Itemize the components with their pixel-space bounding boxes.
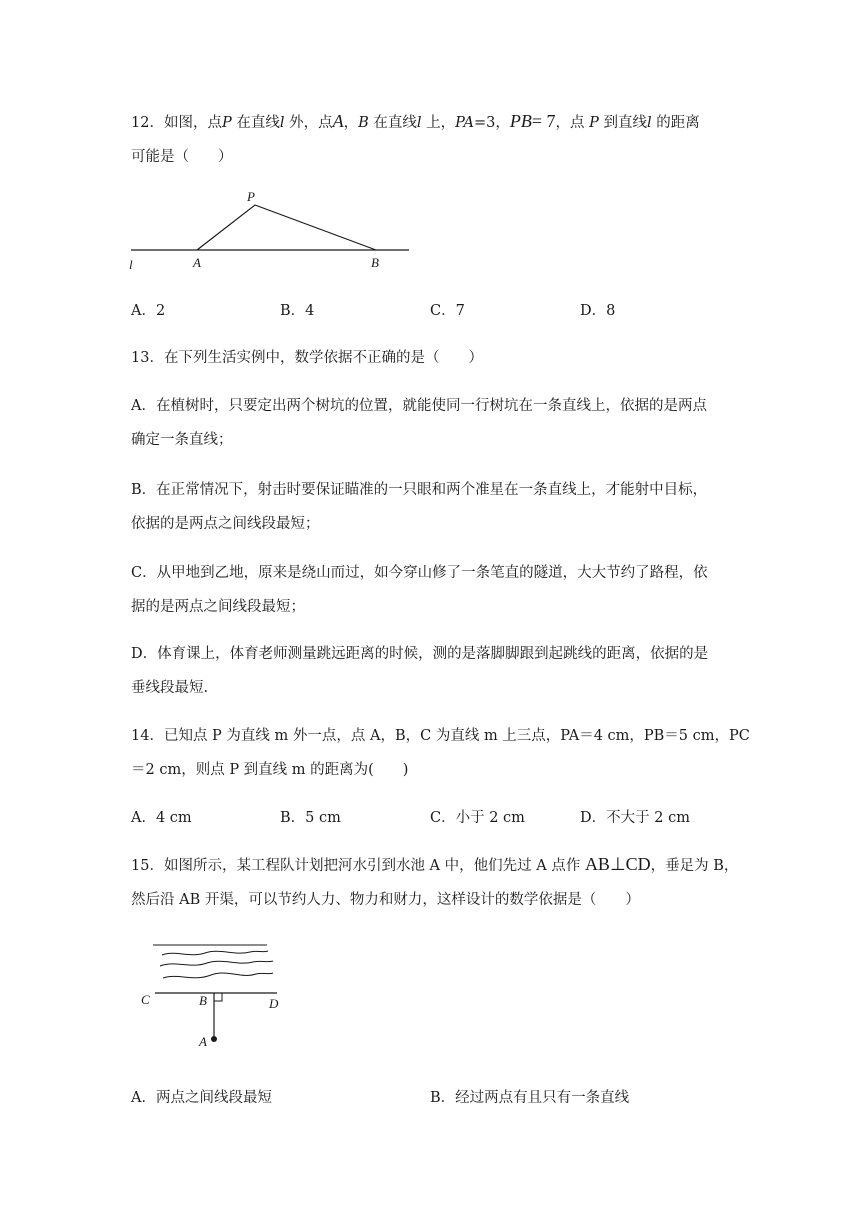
- q13-option-a-line1: A．在植树时，只要定出两个树坑的位置，就能使同一行树坑在一条直线上，依据的是两点: [131, 398, 707, 414]
- q14-stem-line1: 14．已知点 P 为直线 m 外一点，点 A，B，C 为直线 m 上三点，PA＝4 cm，PB＝5 cm，PC: [131, 728, 750, 744]
- q14-option-b: B．5 cm: [280, 810, 341, 826]
- q12-stem-line1: 12．如图，点P 在直线l 外，点A，B 在直线l 上，PA=3，PB= 7，点 P 到直线l 的距离: [131, 111, 700, 131]
- water-wave: [163, 973, 273, 978]
- label-l: l: [129, 257, 133, 272]
- q12-option-c: C．7: [430, 303, 465, 319]
- q13-option-c-line1: C．从甲地到乙地，原来是绕山而过，如今穿山修了一条笔直的隧道，大大节约了路程，依: [131, 565, 708, 581]
- q12-option-d: D．8: [580, 303, 616, 319]
- q14-option-c: C．小于 2 cm: [430, 810, 525, 826]
- q12-option-a: A．2: [131, 303, 166, 319]
- q14-option-d: D．不大于 2 cm: [580, 810, 690, 826]
- label-b: B: [199, 993, 207, 1008]
- water-wave: [160, 961, 273, 966]
- q15-option-a: A．两点之间线段最短: [131, 1090, 272, 1106]
- label-p: P: [247, 189, 255, 204]
- q13-option-d-line1: D．体育课上，体育老师测量跳远距离的时候，测的是落脚脚跟到起跳线的距离，依据的是: [131, 646, 709, 662]
- q13-option-a-line2: 确定一条直线；: [131, 432, 233, 448]
- q15-stem-line1: 15．如图所示，某工程队计划把河水引到水池 A 中，他们先过 A 点作 AB⊥CD，垂足为 B，: [131, 854, 739, 874]
- q14-option-a: A．4 cm: [131, 810, 192, 826]
- q12-stem-line2: 可能是（ ）: [131, 149, 233, 165]
- label-a: A: [193, 255, 201, 270]
- q13-option-d-line2: 垂线段最短.: [131, 680, 209, 696]
- q15-option-b: B．经过两点有且只有一条直线: [430, 1090, 630, 1106]
- label-c: C: [141, 992, 150, 1007]
- q13-option-b-line2: 依据的是两点之间线段最短；: [131, 516, 320, 532]
- q13-stem: 13．在下列生活实例中，数学依据不正确的是（ ）: [131, 350, 483, 366]
- label-a: A: [199, 1034, 207, 1049]
- q13-option-c-line2: 据的是两点之间线段最短；: [131, 599, 305, 615]
- q13-option-b-line1: B．在正常情况下，射击时要保证瞄准的一只眼和两个准星在一条直线上，才能射中目标，: [131, 482, 708, 498]
- q15-figure: [135, 938, 295, 1053]
- q12-figure: [125, 185, 415, 275]
- q15-stem-line2: 然后沿 AB 开渠，可以节约人力、物力和财力，这样设计的数学依据是（ ）: [131, 892, 640, 908]
- water-wave: [162, 951, 268, 955]
- right-angle-mark: [214, 993, 222, 1001]
- label-b: B: [371, 255, 379, 270]
- q14-stem-line2: ＝2 cm，则点 P 到直线 m 的距离为( ): [131, 762, 409, 778]
- perpendicular-expression: AB⊥CD: [584, 854, 651, 874]
- label-d: D: [269, 996, 279, 1011]
- triangle-sides: [197, 205, 376, 250]
- q12-option-b: B．4: [280, 303, 315, 319]
- pool-point: [211, 1036, 217, 1042]
